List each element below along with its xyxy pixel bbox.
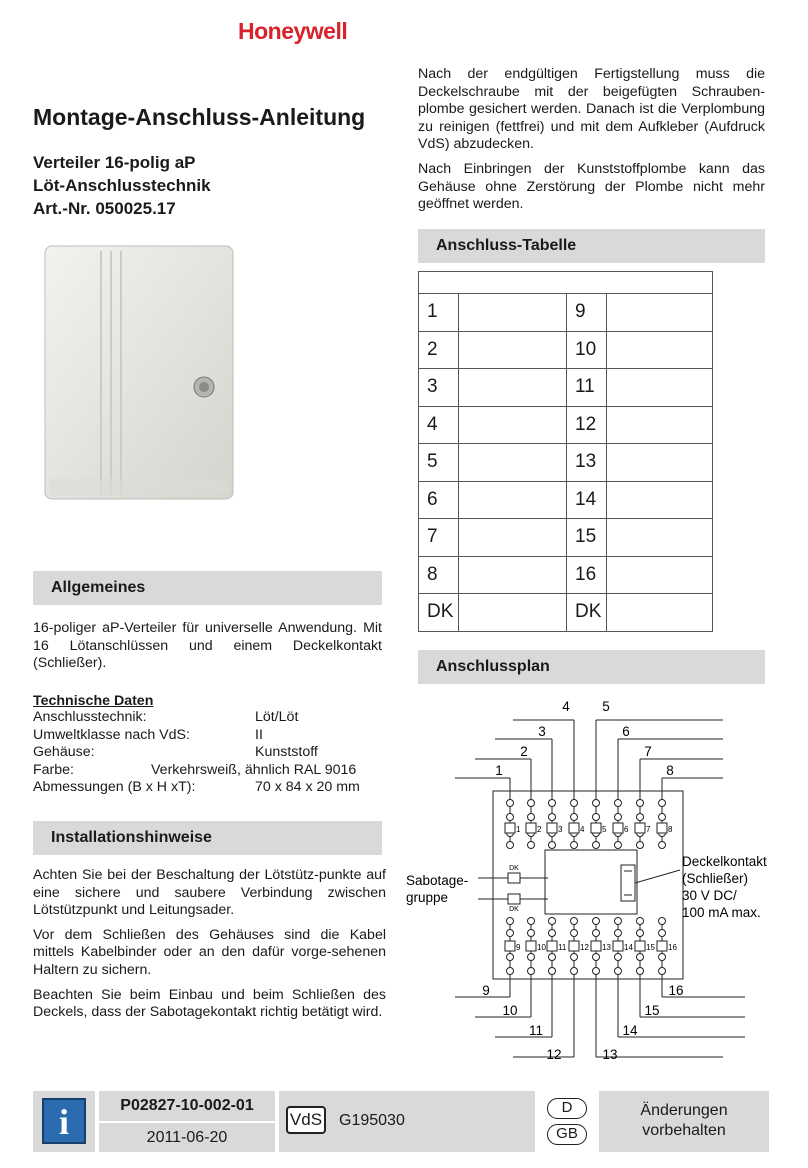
solder-pad	[659, 968, 666, 975]
table-row	[419, 594, 713, 632]
top-pin-label: 8	[666, 763, 674, 778]
table-cell: 1	[419, 294, 459, 332]
solder-pad	[507, 954, 514, 961]
wiring-diagram	[400, 695, 780, 1070]
solder-pad	[637, 954, 644, 961]
solder-pad	[507, 800, 514, 807]
terminal	[505, 941, 515, 951]
tech-key: Anschlusstechnik:	[33, 709, 147, 725]
terminal-number: 1	[516, 825, 521, 834]
terminal	[635, 823, 645, 833]
bottom-pin-label: 12	[546, 1047, 562, 1062]
terminal	[591, 823, 601, 833]
table-cell: 13	[567, 444, 607, 482]
table-row	[419, 519, 713, 557]
table-row	[419, 481, 713, 519]
solder-pad	[593, 954, 600, 961]
solder-pad	[549, 918, 556, 925]
section-heading-table: Anschluss-Tabelle	[418, 229, 765, 263]
solder-pad	[549, 814, 556, 821]
terminal	[613, 823, 623, 833]
connection-table	[418, 271, 713, 632]
terminal	[591, 941, 601, 951]
solder-pad	[615, 930, 622, 937]
solder-pad	[593, 814, 600, 821]
table-cell-empty	[459, 556, 567, 594]
lang-badge-d: D	[547, 1098, 587, 1119]
tech-value: Verkehrsweiß, ähnlich RAL 9016	[151, 761, 357, 778]
table-row	[419, 369, 713, 407]
note-line: Änderungen	[640, 1102, 728, 1119]
solder-pad	[571, 800, 578, 807]
top-pin-label: 7	[644, 744, 652, 759]
table-cell-empty	[459, 481, 567, 519]
brand-logo: Honeywell	[238, 18, 348, 44]
terminal	[569, 941, 579, 951]
solder-pad	[571, 968, 578, 975]
solder-pad	[528, 918, 535, 925]
bottom-pin-label: 16	[668, 983, 684, 998]
table-cell: DK	[567, 594, 607, 632]
tech-row	[33, 762, 385, 780]
terminal	[569, 823, 579, 833]
solder-pad	[528, 800, 535, 807]
table-cell-empty	[459, 406, 567, 444]
dk-label: DK	[509, 906, 519, 913]
tech-row	[33, 727, 385, 745]
tech-row	[33, 709, 385, 727]
solder-pad	[637, 930, 644, 937]
solder-pad	[549, 954, 556, 961]
tech-key: Gehäuse:	[33, 744, 95, 760]
terminal-number: 16	[668, 943, 677, 952]
solder-pad	[593, 842, 600, 849]
solder-pad	[593, 968, 600, 975]
lid-contact-label: 30 V DC/	[682, 888, 737, 903]
bottom-pin-label: 11	[528, 1023, 544, 1038]
terminal-number: 8	[668, 825, 673, 834]
table-cell: 16	[567, 556, 607, 594]
bottom-pin-label: 13	[602, 1047, 618, 1062]
solder-pad	[637, 842, 644, 849]
section-heading-allgemeines: Allgemeines	[33, 571, 382, 605]
terminal-number: 13	[602, 943, 611, 952]
terminal-number: 7	[646, 825, 651, 834]
lid-contact-label: Deckelkontakt	[682, 854, 767, 869]
table-cell: 7	[419, 519, 459, 557]
table-cell: 12	[567, 406, 607, 444]
solder-pad	[593, 930, 600, 937]
subtitle-line: Art.-Nr. 050025.17	[33, 199, 176, 218]
terminal-number: 5	[602, 825, 607, 834]
paragraph: Nach der endgültigen Fertigstellung muss die Deckelschraube mit der beigefügten Schrauben-plombe gesichert werden. Danach ist die Verplombung zu reinigen (fettfrei) und mit dem Aufkleber (Aufdruck VdS) abzudecken.	[418, 66, 765, 153]
lid-contact-label: (Schließer)	[682, 871, 749, 886]
tech-value: 70 x 84 x 20 mm	[255, 779, 360, 795]
table-cell-empty	[607, 369, 713, 407]
lang-badge-gb: GB	[547, 1124, 587, 1145]
lid-contact-label: 100 mA max.	[682, 905, 761, 920]
solder-pad	[637, 800, 644, 807]
note-line: vorbehalten	[642, 1122, 726, 1139]
section-heading-plan: Anschlussplan	[418, 650, 765, 684]
table-row	[419, 406, 713, 444]
installation-text	[33, 867, 386, 1022]
top-pin-label: 2	[520, 744, 528, 759]
solder-pad	[549, 930, 556, 937]
table-row	[419, 294, 713, 332]
tech-value: Kunststoff	[255, 744, 318, 760]
sabotage-label: gruppe	[406, 890, 449, 905]
table-cell-empty	[459, 594, 567, 632]
table-cell: 2	[419, 331, 459, 369]
solder-pad	[659, 842, 666, 849]
table-row	[419, 331, 713, 369]
dk-label: DK	[509, 865, 519, 872]
solder-pad	[659, 814, 666, 821]
terminal	[526, 823, 536, 833]
solder-pad	[528, 814, 535, 821]
terminal-number: 14	[624, 943, 633, 952]
solder-pad	[637, 968, 644, 975]
solder-pad	[637, 918, 644, 925]
table-cell-empty	[607, 556, 713, 594]
table-row	[419, 444, 713, 482]
terminal	[547, 823, 557, 833]
tech-data-title: Technische Daten	[33, 693, 154, 709]
solder-pad	[571, 954, 578, 961]
table-cell-empty	[607, 331, 713, 369]
tech-row	[33, 779, 385, 797]
terminal-number: 12	[580, 943, 589, 952]
top-pin-label: 5	[602, 699, 610, 714]
product-image	[44, 245, 234, 500]
table-cell: 10	[567, 331, 607, 369]
top-pin-label: 3	[538, 724, 546, 739]
terminal-number: 11	[558, 943, 567, 952]
solder-pad	[507, 968, 514, 975]
tech-key: Abmessungen (B x H xT):	[33, 779, 196, 795]
solder-pad	[528, 930, 535, 937]
terminal-number: 3	[558, 825, 563, 834]
table-header-row	[419, 272, 713, 294]
solder-pad	[593, 918, 600, 925]
solder-pad	[507, 842, 514, 849]
solder-pad	[507, 814, 514, 821]
intro-text	[418, 66, 765, 214]
paragraph: Beachten Sie beim Einbau und beim Schließen des Deckels, dass der Sabotagekontakt richtig betätigt wird.	[33, 986, 386, 1021]
tech-data	[33, 693, 385, 797]
terminal	[635, 941, 645, 951]
table-cell: 6	[419, 481, 459, 519]
top-pin-label: 6	[622, 724, 630, 739]
bottom-pin-label: 14	[622, 1023, 638, 1038]
table-cell-empty	[607, 519, 713, 557]
terminal	[505, 823, 515, 833]
table-cell-empty	[607, 481, 713, 519]
table-cell-empty	[607, 594, 713, 632]
table-cell: 11	[567, 369, 607, 407]
solder-pad	[593, 800, 600, 807]
section-heading-installation: Installationshinweise	[33, 821, 382, 855]
solder-pad	[528, 968, 535, 975]
table-cell-empty	[607, 294, 713, 332]
bottom-pin-label: 15	[644, 1003, 660, 1018]
table-cell: 5	[419, 444, 459, 482]
product-subtitle	[33, 151, 211, 220]
table-cell: DK	[419, 594, 459, 632]
subtitle-line: Löt-Anschlusstechnik	[33, 176, 211, 195]
terminal-number: 15	[646, 943, 655, 952]
bottom-pin-label: 10	[502, 1003, 518, 1018]
vds-logo: VdS	[286, 1106, 326, 1134]
solder-pad	[615, 800, 622, 807]
doc-number: P02827-10-002-01	[99, 1091, 275, 1121]
bottom-pin-label: 9	[482, 983, 490, 998]
terminal	[657, 823, 667, 833]
solder-pad	[571, 918, 578, 925]
solder-pad	[528, 842, 535, 849]
table-cell: 8	[419, 556, 459, 594]
terminal	[613, 941, 623, 951]
tech-value: II	[255, 726, 263, 743]
solder-pad	[571, 930, 578, 937]
note-cell	[599, 1091, 769, 1152]
solder-pad	[659, 918, 666, 925]
terminal-number: 6	[624, 825, 629, 834]
vds-number: G195030	[339, 1112, 405, 1129]
solder-pad	[549, 842, 556, 849]
solder-pad	[615, 814, 622, 821]
solder-pad	[549, 968, 556, 975]
solder-pad	[637, 814, 644, 821]
terminal	[526, 941, 536, 951]
solder-pad	[571, 842, 578, 849]
tech-key: Farbe:	[33, 761, 75, 778]
table-cell-empty	[459, 519, 567, 557]
top-pin-label: 1	[495, 763, 503, 778]
tech-key: Umweltklasse nach VdS:	[33, 726, 190, 743]
terminal	[657, 941, 667, 951]
solder-pad	[615, 954, 622, 961]
lid-contact-switch	[621, 865, 635, 901]
solder-pad	[659, 800, 666, 807]
footer	[33, 1091, 769, 1152]
table-cell-empty	[607, 406, 713, 444]
table-cell: 3	[419, 369, 459, 407]
sabotage-label: Sabotage-	[406, 873, 469, 888]
info-icon: i	[42, 1098, 86, 1144]
solder-pad	[615, 918, 622, 925]
table-cell: 15	[567, 519, 607, 557]
terminal-number: 10	[537, 943, 546, 952]
solder-pad	[507, 930, 514, 937]
paragraph: Nach Einbringen der Kunststoffplombe kann das Gehäuse ohne Zerstörung der Plombe nicht mehr geöffnet werden.	[418, 160, 765, 213]
solder-pad	[507, 918, 514, 925]
solder-pad	[549, 800, 556, 807]
solder-pad	[615, 842, 622, 849]
terminal-number: 2	[537, 825, 542, 834]
table-cell-empty	[459, 331, 567, 369]
terminal-number: 9	[516, 943, 521, 952]
top-pin-label: 4	[562, 699, 570, 714]
solder-pad	[528, 954, 535, 961]
table-cell: 4	[419, 406, 459, 444]
tech-value: Löt/Löt	[255, 709, 299, 725]
paragraph: Achten Sie bei der Beschaltung der Lötstütz-punkte auf eine sichere und saubere Verbindung zwischen Lötstützpunkt und Leitungsader.	[33, 867, 386, 919]
page-title: Montage-Anschluss-Anleitung	[33, 104, 366, 130]
terminal	[547, 941, 557, 951]
tech-row	[33, 744, 385, 762]
doc-date: 2011-06-20	[99, 1123, 275, 1152]
table-cell-empty	[459, 444, 567, 482]
solder-pad	[571, 814, 578, 821]
table-cell-empty	[607, 444, 713, 482]
solder-pad	[615, 968, 622, 975]
table-row	[419, 556, 713, 594]
allgemeines-text: 16-poliger aP-Verteiler für universelle Anwendung. Mit 16 Lötanschlüssen und einem Deckelkontakt (Schließer).	[33, 620, 382, 672]
paragraph: Vor dem Schließen des Gehäuses sind die Kabel mittels Kabelbinder oder an den dafür vorge-sehenen Haltern zu sichern.	[33, 926, 386, 978]
subtitle-line: Verteiler 16-polig aP	[33, 153, 196, 172]
table-cell: 14	[567, 481, 607, 519]
terminal-number: 4	[580, 825, 585, 834]
solder-pad	[659, 930, 666, 937]
table-cell-empty	[459, 369, 567, 407]
table-cell-empty	[459, 294, 567, 332]
solder-pad	[659, 954, 666, 961]
table-cell: 9	[567, 294, 607, 332]
